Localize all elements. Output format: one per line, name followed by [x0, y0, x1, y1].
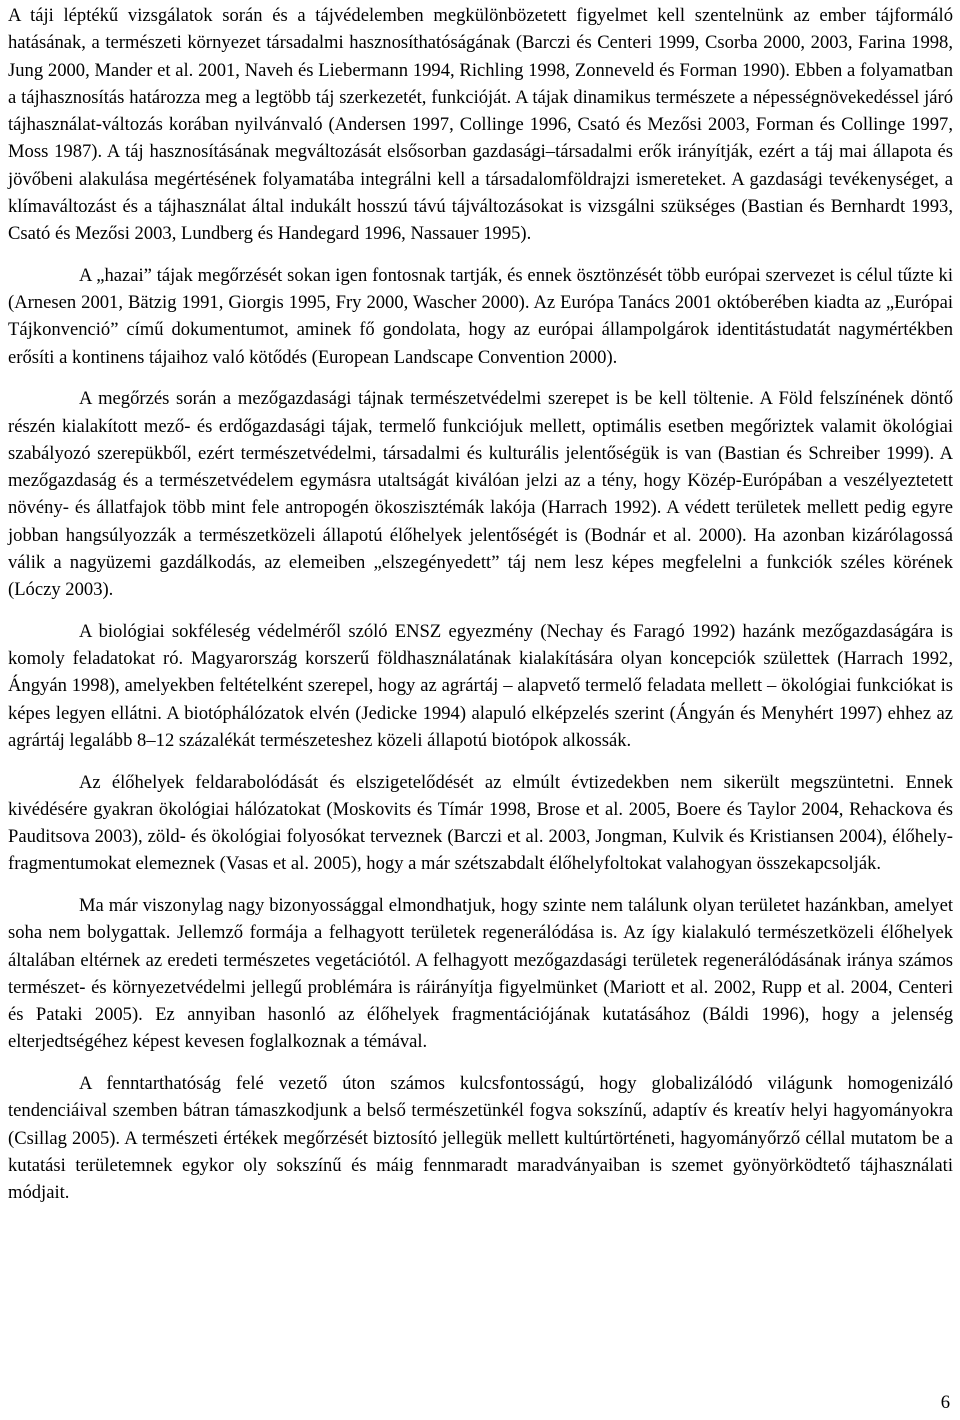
- document-page: [8, 0, 953, 1206]
- paragraph-3: A megőrzés során a mezőgazdasági tájnak természetvédelmi szerepet is be kell töltenie. A Föld felszínének döntő részén kialakított mező- és erdőgazdasági tájak, termelő funkciójuk mellett, optimális esetben megőriztek valamit ökológiai szabályozó szerepükből, ezért természetvédelmi, társadalmi és kulturális jelentőségük is van (Bastian és Schreiber 1999). A mezőgazdaság és a természetvédelem egymásra utaltságát kiválóan jelzi az a tény, hogy Közép-Európában a veszélyeztetett növény- és állatfajok több mint fele antropogén ökoszisztémák lakója (Harrach 1992). A védett területek mellett pedig egyre jobban hangsúlyozzák a természetközeli állapotú élőhelyek jelentőségét is (Bodnár et al. 2000). Ha azonban kizárólagossá válik a nagyüzemi gazdálkodás, az elemeiben „elszegényedett” táj nem lesz képes megfelelni a funkciók széles körének (Lóczy 2003).: [8, 388, 953, 600]
- paragraph-4: A biológiai sokféleség védelméről szóló ENSZ egyezmény (Nechay és Faragó 1992) hazánk mezőgazdaságára is komoly feladatokat ró. Magyarország korszerű földhasználatának kialakítására olyan koncepciók születtek (Harrach 1992, Ángyán 1998), amelyekben feltételként szerepel, hogy az agrártáj – alapvető termelő feladata mellett – ökológiai funkciókat is képes legyen ellátni. A biotóphálózatok elvén (Jedicke 1994) alapuló elképzelés szerint (Ángyán és Menyhért 1997) ehhez az agrártáj legalább 8–12 százalékát természeteshez közeli állapotú biotópok alkossák.: [8, 620, 953, 751]
- paragraph-7: A fenntarthatóság felé vezető úton számos kulcsfontosságú, hogy globalizálódó világunk homogenizáló tendenciáival szemben bátran támaszkodjunk a belső természetünkél fogva sokszínű, adaptív és kreatív helyi hagyományokra (Csillag 2005). A természeti értékek megőrzését biztosító jellegük mellett kultúrtörténeti, hagyományőrző céllal mutatom be a kutatási területemnek egykor oly sokszínű és máig fennmaradt maradványaiban is szemet gyönyörködtető tájhasználati módjait.: [8, 1073, 953, 1203]
- paragraph-6: Ma már viszonylag nagy bizonyossággal elmondhatjuk, hogy szinte nem találunk olyan területet hazánkban, amelyet soha nem bolygattak. Jellemző formája a felhagyott területek regenerálódása is. Az így kialakuló természetközeli élőhelyek általában eltérnek az eredeti természetes vegetációtól. A felhagyott mezőgazdasági területek regenerálódásának iránya számos természet- és környezetvédelmi jellegű problémára is ráirányítja figyelmünket (Mariott et al. 2002, Rupp et al. 2004, Centeri és Pataki 2005). Ez annyiban hasonló az élőhelyek fragmentációjának kutatásához (Báldi 1996), hogy a jelenség elterjedtségéhez képest kevesen foglalkoznak a témával.: [8, 895, 953, 1053]
- paragraph-1: A táji léptékű vizsgálatok során és a tájvédelemben megkülönbözetett figyelmet kell szentelnünk az ember tájformáló hatásának, a természeti környezet társadalmi hasznosíthatóságának (Barczi és Centeri 1999, Csorba 2000, 2003, Farina 1998, Jung 2000, Mander et al. 2001, Naveh és Liebermann 1994, Richling 1998, Zonneveld és Forman 1990). Ebben a folyamatban a tájhasznosítás határozza meg a legtöbb táj szerkezetét, funkcióját. A tájak dinamikus természete a népességnövekedéssel járó tájhasználat-változás korában nyilvánvaló (Andersen 1997, Collinge 1996, Csató és Mezősi 2003, Forman és Collinge 1997, Moss 1987). A táj hasznosításának megváltozását elsősorban gazdasági–társadalmi erők irányítják, ezért a táj mai állapota és jövőbeni alakulása megértésének folyamatába integrálni kell a társadalomföldrajzi ismereteket. A gazdasági tevékenységet, a klímaváltozást és a tájhasználat által indukált hosszú távú tájváltozásokat is vizsgálni szükséges (Bastian és Bernhardt 1993, Csató és Mezősi 2003, Lundberg és Handegard 1996, Nassauer 1995).: [8, 5, 953, 244]
- paragraph-2: A „hazai” tájak megőrzését sokan igen fontosnak tartják, és ennek ösztönzését több európai szervezet is célul tűzte ki (Arnesen 2001, Bätzig 1991, Giorgis 1995, Fry 2000, Wascher 2000). Az Európa Tanács 2001 októberében kiadta az „Európai Tájkonvenció” című dokumentumot, aminek fő gondolata, hogy az európai állampolgárok identitástudatát nagymértékben erősíti a kontinens tájaihoz való kötődés (European Landscape Convention 2000).: [8, 264, 953, 368]
- paragraph-5: Az élőhelyek feldarabolódását és elszigetelődését az elmúlt évtizedekben nem sikerült megszüntetni. Ennek kivédésére gyakran ökológiai hálózatokat (Moskovits és Tímár 1998, Brose et al. 2005, Boere és Taylor 2004, Rehackova és Pauditsova 2003), zöld- és ökológiai folyosókat terveznek (Barczi et al. 2003, Jongman, Kulvik és Kristiansen 2004), élőhely-fragmentumokat elemeznek (Vasas et al. 2005), hogy a már szétszabdalt élőhelyfoltokat valahogyan összekapcsolják.: [8, 771, 953, 875]
- page-number: 6: [940, 1392, 950, 1413]
